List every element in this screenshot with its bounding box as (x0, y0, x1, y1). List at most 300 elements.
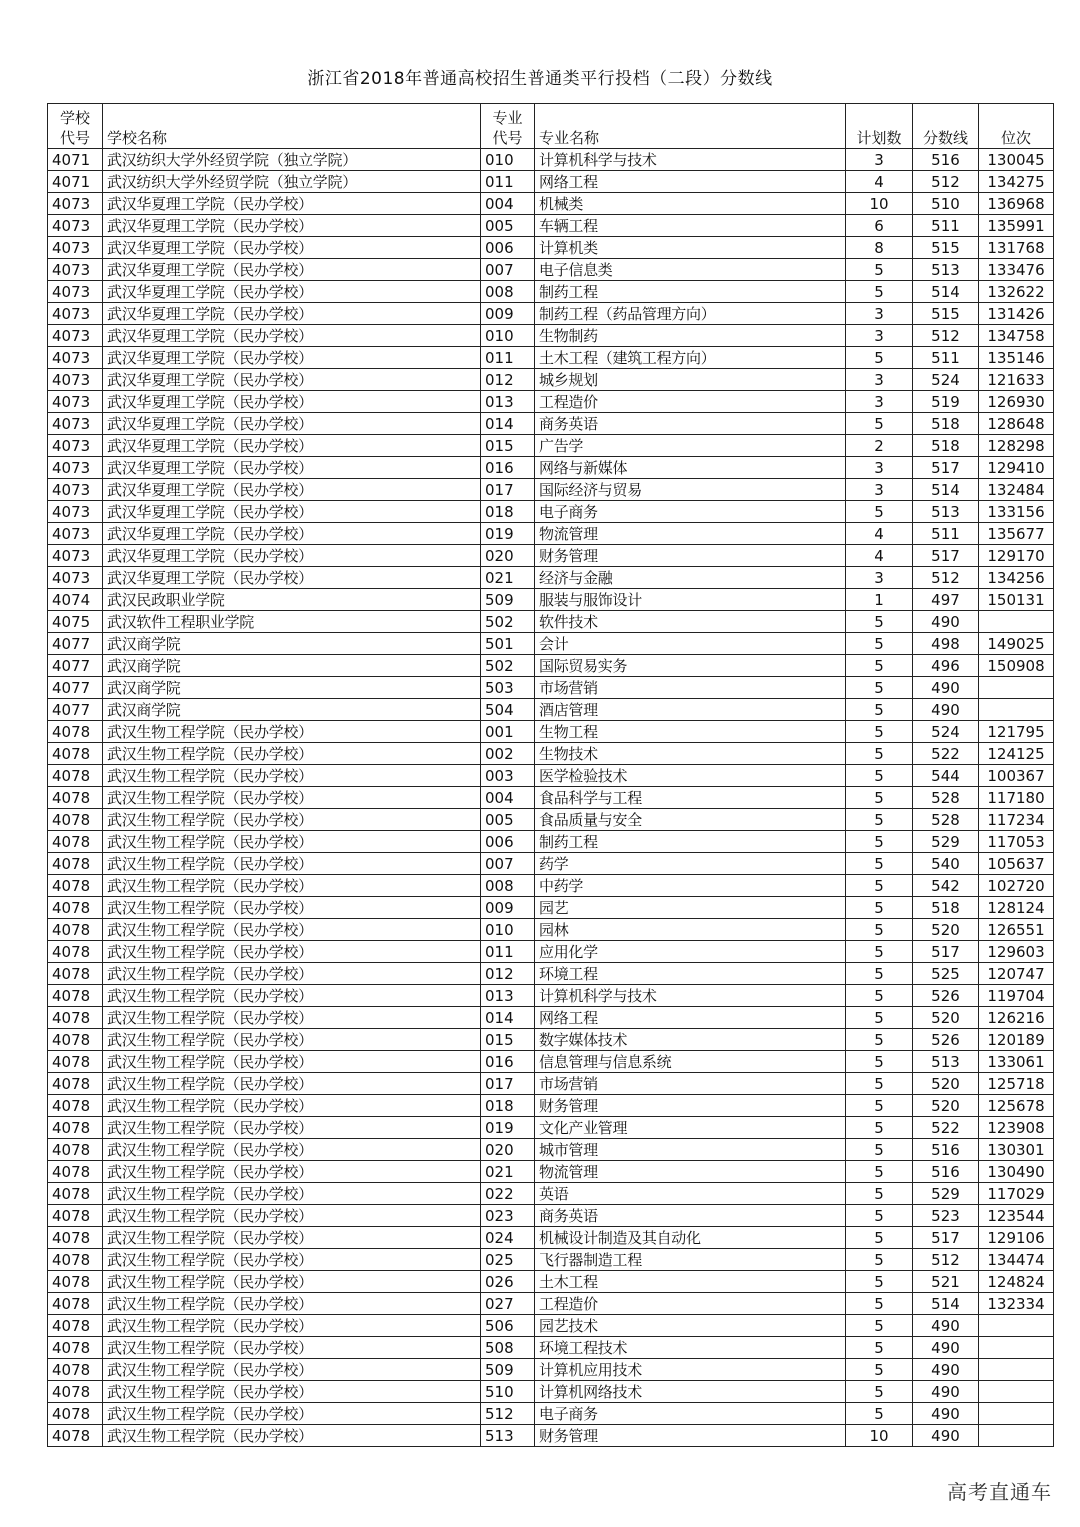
cell-plan: 5 (846, 853, 913, 875)
cell-score: 511 (913, 523, 979, 545)
cell-plan: 5 (846, 1227, 913, 1249)
cell-major-code: 015 (481, 435, 535, 457)
cell-rank: 131426 (979, 303, 1054, 325)
cell-major-code: 004 (481, 193, 535, 215)
cell-rank: 125718 (979, 1073, 1054, 1095)
cell-score: 490 (913, 1337, 979, 1359)
cell-score: 520 (913, 1073, 979, 1095)
cell-school-name: 武汉生物工程学院（民办学校） (103, 1293, 481, 1315)
cell-plan: 4 (846, 545, 913, 567)
cell-plan: 5 (846, 347, 913, 369)
table-row (48, 721, 1054, 743)
cell-plan: 5 (846, 259, 913, 281)
cell-major-name: 广告学 (535, 435, 846, 457)
cell-major-name: 计算机网络技术 (535, 1381, 846, 1403)
cell-school-name: 武汉华夏理工学院（民办学校） (103, 523, 481, 545)
cell-school-name: 武汉生物工程学院（民办学校） (103, 985, 481, 1007)
cell-rank: 132334 (979, 1293, 1054, 1315)
table-row (48, 1403, 1054, 1425)
cell-score: 528 (913, 809, 979, 831)
table-row (48, 1161, 1054, 1183)
table-row (48, 897, 1054, 919)
cell-major-name: 计算机应用技术 (535, 1359, 846, 1381)
cell-school-name: 武汉生物工程学院（民办学校） (103, 743, 481, 765)
cell-school-code: 4078 (48, 1249, 103, 1271)
cell-plan: 5 (846, 765, 913, 787)
cell-score: 490 (913, 1403, 979, 1425)
cell-major-code: 027 (481, 1293, 535, 1315)
cell-rank: 133476 (979, 259, 1054, 281)
cell-plan: 5 (846, 787, 913, 809)
cell-rank: 102720 (979, 875, 1054, 897)
cell-major-code: 503 (481, 677, 535, 699)
cell-major-code: 014 (481, 1007, 535, 1029)
cell-school-code: 4078 (48, 787, 103, 809)
cell-school-name: 武汉生物工程学院（民办学校） (103, 1139, 481, 1161)
cell-major-code: 002 (481, 743, 535, 765)
cell-school-code: 4075 (48, 611, 103, 633)
cell-rank: 100367 (979, 765, 1054, 787)
cell-rank: 134474 (979, 1249, 1054, 1271)
cell-school-name: 武汉生物工程学院（民办学校） (103, 831, 481, 853)
cell-rank: 123544 (979, 1205, 1054, 1227)
cell-school-code: 4077 (48, 677, 103, 699)
cell-major-name: 网络工程 (535, 171, 846, 193)
cell-score: 516 (913, 1161, 979, 1183)
table-row (48, 1007, 1054, 1029)
table-row (48, 589, 1054, 611)
table-row (48, 919, 1054, 941)
cell-school-name: 武汉生物工程学院（民办学校） (103, 1007, 481, 1029)
cell-school-code: 4078 (48, 1359, 103, 1381)
cell-school-name: 武汉生物工程学院（民办学校） (103, 963, 481, 985)
table-row (48, 281, 1054, 303)
cell-rank: 123908 (979, 1117, 1054, 1139)
cell-school-name: 武汉华夏理工学院（民办学校） (103, 259, 481, 281)
cell-school-code: 4078 (48, 1337, 103, 1359)
cell-plan: 2 (846, 435, 913, 457)
cell-rank (979, 1315, 1054, 1337)
cell-school-name: 武汉商学院 (103, 677, 481, 699)
cell-score: 511 (913, 347, 979, 369)
cell-school-code: 4078 (48, 1029, 103, 1051)
table-row (48, 1293, 1054, 1315)
cell-major-name: 财务管理 (535, 545, 846, 567)
cell-score: 516 (913, 149, 979, 171)
cell-rank: 131768 (979, 237, 1054, 259)
cell-major-name: 酒店管理 (535, 699, 846, 721)
cell-rank: 136968 (979, 193, 1054, 215)
cell-major-name: 飞行器制造工程 (535, 1249, 846, 1271)
cell-major-name: 园艺技术 (535, 1315, 846, 1337)
cell-major-code: 005 (481, 809, 535, 831)
cell-school-code: 4078 (48, 1051, 103, 1073)
table-row (48, 1073, 1054, 1095)
cell-school-name: 武汉生物工程学院（民办学校） (103, 1381, 481, 1403)
table-row (48, 1095, 1054, 1117)
cell-rank (979, 1381, 1054, 1403)
cell-school-name: 武汉生物工程学院（民办学校） (103, 1095, 481, 1117)
cell-major-code: 019 (481, 523, 535, 545)
table-row (48, 633, 1054, 655)
cell-rank: 135677 (979, 523, 1054, 545)
cell-major-code: 024 (481, 1227, 535, 1249)
cell-plan: 6 (846, 215, 913, 237)
header-school-name: 学校名称 (103, 104, 481, 149)
header-major-code-line1: 专业 (492, 109, 523, 127)
cell-school-code: 4071 (48, 149, 103, 171)
cell-school-name: 武汉华夏理工学院（民办学校） (103, 545, 481, 567)
cell-plan: 5 (846, 897, 913, 919)
header-plan: 计划数 (846, 104, 913, 149)
cell-major-name: 生物制药 (535, 325, 846, 347)
cell-school-name: 武汉华夏理工学院（民办学校） (103, 391, 481, 413)
cell-score: 514 (913, 281, 979, 303)
cell-major-code: 017 (481, 1073, 535, 1095)
cell-rank: 125678 (979, 1095, 1054, 1117)
cell-major-code: 010 (481, 149, 535, 171)
table-row (48, 963, 1054, 985)
cell-school-name: 武汉生物工程学院（民办学校） (103, 809, 481, 831)
cell-major-code: 006 (481, 237, 535, 259)
cell-major-code: 012 (481, 369, 535, 391)
cell-rank (979, 677, 1054, 699)
table-header-row (48, 104, 1054, 149)
cell-major-name: 电子信息类 (535, 259, 846, 281)
cell-major-name: 市场营销 (535, 1073, 846, 1095)
cell-rank: 117180 (979, 787, 1054, 809)
cell-plan: 5 (846, 1095, 913, 1117)
header-rank: 位次 (979, 104, 1054, 149)
cell-major-code: 006 (481, 831, 535, 853)
cell-score: 540 (913, 853, 979, 875)
cell-rank: 117053 (979, 831, 1054, 853)
cell-plan: 8 (846, 237, 913, 259)
cell-school-name: 武汉商学院 (103, 699, 481, 721)
cell-school-name: 武汉生物工程学院（民办学校） (103, 897, 481, 919)
cell-school-code: 4073 (48, 501, 103, 523)
table-row (48, 1315, 1054, 1337)
cell-major-code: 023 (481, 1205, 535, 1227)
cell-plan: 5 (846, 985, 913, 1007)
cell-major-name: 药学 (535, 853, 846, 875)
cell-major-name: 英语 (535, 1183, 846, 1205)
cell-school-code: 4074 (48, 589, 103, 611)
table-row (48, 809, 1054, 831)
table-row (48, 347, 1054, 369)
cell-school-code: 4078 (48, 743, 103, 765)
cell-school-name: 武汉生物工程学院（民办学校） (103, 919, 481, 941)
cell-school-name: 武汉软件工程职业学院 (103, 611, 481, 633)
page-title: 浙江省2018年普通高校招生普通类平行投档（二段）分数线 (307, 69, 773, 89)
cell-school-code: 4071 (48, 171, 103, 193)
cell-rank: 135991 (979, 215, 1054, 237)
cell-major-name: 园林 (535, 919, 846, 941)
cell-plan: 5 (846, 1271, 913, 1293)
cell-plan: 5 (846, 1403, 913, 1425)
cell-school-code: 4073 (48, 435, 103, 457)
cell-plan: 5 (846, 1117, 913, 1139)
cell-school-code: 4073 (48, 413, 103, 435)
cell-rank: 133156 (979, 501, 1054, 523)
table-row (48, 1381, 1054, 1403)
table-row (48, 1271, 1054, 1293)
cell-major-name: 网络与新媒体 (535, 457, 846, 479)
cell-rank: 134256 (979, 567, 1054, 589)
cell-score: 498 (913, 633, 979, 655)
cell-school-code: 4078 (48, 1139, 103, 1161)
header-school-code-line2: 代号 (59, 129, 90, 147)
table-row (48, 303, 1054, 325)
cell-school-code: 4078 (48, 1315, 103, 1337)
cell-school-name: 武汉生物工程学院（民办学校） (103, 1271, 481, 1293)
cell-rank: 135146 (979, 347, 1054, 369)
table-body (48, 104, 1054, 1447)
cell-major-name: 中药学 (535, 875, 846, 897)
cell-school-code: 4073 (48, 479, 103, 501)
cell-major-code: 005 (481, 215, 535, 237)
table-row (48, 1029, 1054, 1051)
cell-plan: 10 (846, 1425, 913, 1447)
table-row (48, 1249, 1054, 1271)
cell-plan: 5 (846, 281, 913, 303)
cell-score: 490 (913, 1425, 979, 1447)
cell-school-name: 武汉生物工程学院（民办学校） (103, 765, 481, 787)
cell-school-name: 武汉生物工程学院（民办学校） (103, 1051, 481, 1073)
cell-school-name: 武汉生物工程学院（民办学校） (103, 941, 481, 963)
table-row (48, 149, 1054, 171)
cell-major-name: 车辆工程 (535, 215, 846, 237)
cell-plan: 5 (846, 611, 913, 633)
cell-school-name: 武汉生物工程学院（民办学校） (103, 1337, 481, 1359)
cell-school-name: 武汉生物工程学院（民办学校） (103, 1359, 481, 1381)
cell-major-code: 502 (481, 655, 535, 677)
cell-rank: 149025 (979, 633, 1054, 655)
cell-school-code: 4078 (48, 853, 103, 875)
cell-major-code: 509 (481, 1359, 535, 1381)
cell-school-name: 武汉生物工程学院（民办学校） (103, 1073, 481, 1095)
cell-score: 520 (913, 1095, 979, 1117)
cell-major-name: 商务英语 (535, 413, 846, 435)
table-row (48, 215, 1054, 237)
cell-plan: 5 (846, 633, 913, 655)
cell-score: 490 (913, 677, 979, 699)
cell-plan: 5 (846, 919, 913, 941)
cell-school-name: 武汉生物工程学院（民办学校） (103, 1249, 481, 1271)
cell-major-code: 007 (481, 853, 535, 875)
cell-rank: 120747 (979, 963, 1054, 985)
table-row (48, 1337, 1054, 1359)
table-row (48, 941, 1054, 963)
cell-school-name: 武汉华夏理工学院（民办学校） (103, 413, 481, 435)
cell-school-code: 4073 (48, 369, 103, 391)
cell-school-code: 4073 (48, 523, 103, 545)
cell-major-code: 016 (481, 457, 535, 479)
cell-rank: 132484 (979, 479, 1054, 501)
cell-major-code: 009 (481, 303, 535, 325)
table-row (48, 369, 1054, 391)
cell-plan: 5 (846, 1007, 913, 1029)
cell-major-code: 010 (481, 919, 535, 941)
cell-school-code: 4078 (48, 1183, 103, 1205)
cell-score: 526 (913, 985, 979, 1007)
cell-major-name: 财务管理 (535, 1095, 846, 1117)
cell-score: 529 (913, 831, 979, 853)
cell-major-code: 502 (481, 611, 535, 633)
cell-score: 529 (913, 1183, 979, 1205)
cell-major-code: 022 (481, 1183, 535, 1205)
cell-major-code: 013 (481, 391, 535, 413)
cell-school-name: 武汉华夏理工学院（民办学校） (103, 457, 481, 479)
cell-score: 518 (913, 413, 979, 435)
cell-plan: 3 (846, 391, 913, 413)
cell-score: 490 (913, 1359, 979, 1381)
cell-score: 512 (913, 567, 979, 589)
cell-major-code: 008 (481, 281, 535, 303)
cell-major-code: 004 (481, 787, 535, 809)
cell-major-code: 015 (481, 1029, 535, 1051)
cell-major-code: 011 (481, 347, 535, 369)
cell-rank (979, 1337, 1054, 1359)
cell-major-code: 014 (481, 413, 535, 435)
cell-score: 496 (913, 655, 979, 677)
watermark: 高考直通车 (947, 1480, 1052, 1504)
table-row (48, 237, 1054, 259)
table-row (48, 853, 1054, 875)
cell-major-name: 制药工程 (535, 831, 846, 853)
table-row (48, 171, 1054, 193)
cell-score: 522 (913, 743, 979, 765)
cell-rank (979, 1359, 1054, 1381)
cell-rank: 119704 (979, 985, 1054, 1007)
cell-school-code: 4073 (48, 303, 103, 325)
cell-school-code: 4078 (48, 1227, 103, 1249)
cell-major-name: 食品科学与工程 (535, 787, 846, 809)
cell-school-name: 武汉华夏理工学院（民办学校） (103, 347, 481, 369)
cell-school-code: 4078 (48, 985, 103, 1007)
table-row (48, 875, 1054, 897)
cell-school-name: 武汉民政职业学院 (103, 589, 481, 611)
cell-score: 525 (913, 963, 979, 985)
cell-score: 518 (913, 435, 979, 457)
cell-major-name: 食品质量与安全 (535, 809, 846, 831)
cell-score: 515 (913, 303, 979, 325)
cell-rank: 130045 (979, 149, 1054, 171)
table-row (48, 567, 1054, 589)
cell-school-name: 武汉生物工程学院（民办学校） (103, 1315, 481, 1337)
cell-major-code: 513 (481, 1425, 535, 1447)
cell-plan: 5 (846, 413, 913, 435)
cell-school-code: 4078 (48, 897, 103, 919)
cell-major-code: 017 (481, 479, 535, 501)
cell-school-name: 武汉生物工程学院（民办学校） (103, 1029, 481, 1051)
cell-score: 544 (913, 765, 979, 787)
table-row (48, 1205, 1054, 1227)
cell-rank: 150131 (979, 589, 1054, 611)
cell-school-name: 武汉生物工程学院（民办学校） (103, 1161, 481, 1183)
cell-major-code: 025 (481, 1249, 535, 1271)
cell-score: 513 (913, 1051, 979, 1073)
cell-school-name: 武汉华夏理工学院（民办学校） (103, 281, 481, 303)
cell-major-name: 物流管理 (535, 1161, 846, 1183)
table-row (48, 1051, 1054, 1073)
cell-major-name: 国际贸易实务 (535, 655, 846, 677)
cell-major-name: 环境工程 (535, 963, 846, 985)
cell-school-code: 4073 (48, 281, 103, 303)
cell-score: 512 (913, 325, 979, 347)
cell-school-code: 4078 (48, 1117, 103, 1139)
cell-rank: 128648 (979, 413, 1054, 435)
cell-major-name: 服装与服饰设计 (535, 589, 846, 611)
table-row (48, 1359, 1054, 1381)
cell-school-name: 武汉华夏理工学院（民办学校） (103, 501, 481, 523)
cell-plan: 5 (846, 1139, 913, 1161)
cell-plan: 3 (846, 149, 913, 171)
cell-school-name: 武汉华夏理工学院（民办学校） (103, 325, 481, 347)
cell-major-name: 计算机科学与技术 (535, 149, 846, 171)
cell-school-code: 4073 (48, 259, 103, 281)
table-row (48, 457, 1054, 479)
cell-major-name: 网络工程 (535, 1007, 846, 1029)
cell-plan: 5 (846, 501, 913, 523)
cell-rank: 150908 (979, 655, 1054, 677)
header-major-code (481, 104, 535, 149)
cell-score: 497 (913, 589, 979, 611)
cell-rank: 132622 (979, 281, 1054, 303)
table-row (48, 193, 1054, 215)
header-school-code (48, 104, 103, 149)
cell-major-name: 制药工程 (535, 281, 846, 303)
cell-major-code: 018 (481, 1095, 535, 1117)
table-row (48, 655, 1054, 677)
cell-school-code: 4078 (48, 1293, 103, 1315)
cell-score: 515 (913, 237, 979, 259)
cell-rank: 124824 (979, 1271, 1054, 1293)
cell-school-code: 4073 (48, 347, 103, 369)
cell-major-name: 生物技术 (535, 743, 846, 765)
cell-plan: 3 (846, 567, 913, 589)
cell-rank: 121633 (979, 369, 1054, 391)
cell-major-name: 财务管理 (535, 1425, 846, 1447)
cell-school-code: 4073 (48, 545, 103, 567)
cell-school-code: 4078 (48, 1403, 103, 1425)
cell-school-code: 4078 (48, 721, 103, 743)
table-row (48, 677, 1054, 699)
table-row (48, 787, 1054, 809)
cell-major-code: 501 (481, 633, 535, 655)
cell-major-code: 018 (481, 501, 535, 523)
table-row (48, 985, 1054, 1007)
cell-plan: 10 (846, 193, 913, 215)
cell-score: 512 (913, 1249, 979, 1271)
table-row (48, 391, 1054, 413)
cell-school-code: 4078 (48, 1161, 103, 1183)
cell-major-code: 026 (481, 1271, 535, 1293)
cell-score: 524 (913, 721, 979, 743)
table-row (48, 699, 1054, 721)
cell-school-name: 武汉生物工程学院（民办学校） (103, 721, 481, 743)
cell-rank (979, 699, 1054, 721)
cell-score: 513 (913, 501, 979, 523)
cell-school-code: 4073 (48, 391, 103, 413)
cell-plan: 5 (846, 1161, 913, 1183)
cell-plan: 5 (846, 1381, 913, 1403)
cell-score: 510 (913, 193, 979, 215)
cell-school-code: 4078 (48, 1095, 103, 1117)
header-school-code-line1: 学校 (59, 109, 90, 127)
cell-plan: 5 (846, 875, 913, 897)
cell-school-name: 武汉华夏理工学院（民办学校） (103, 193, 481, 215)
